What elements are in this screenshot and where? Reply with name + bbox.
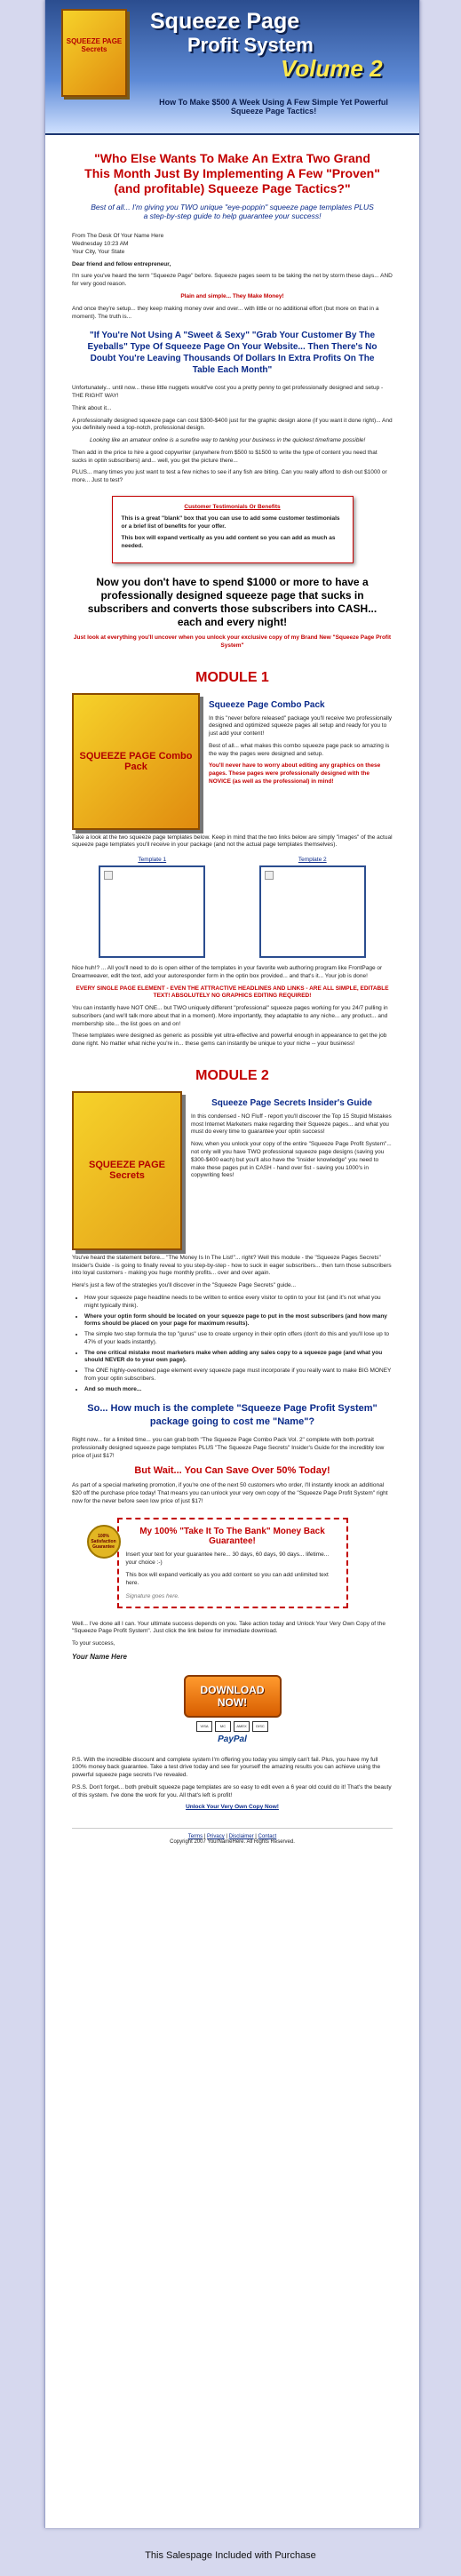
template-previews xyxy=(72,857,393,958)
module1-text: Take a look at the two squeeze page templates below. Keep in mind that the two links below are simply "images" of the actual squeeze page templates you'll receive in your package (and not the actual page templates themselves). xyxy=(72,833,393,849)
letter-greeting: Dear friend and fellow entrepreneur, xyxy=(72,260,171,267)
page-caption: This Salespage Included with Purchase xyxy=(145,2550,316,2561)
module1-text: Nice huh!? ... All you'll need to do is open either of the templates in your favorite web authoring program like FrontPage or Dreamweaver, edit the text, add your autoresponder form in the optin box provided... and that's it... Your job is done! xyxy=(72,965,383,979)
module2-text: In this condensed - NO Fluff - report you'll discover the Top 15 Stupid Mistakes most Internet Marketers make regarding their Squeeze pages... and what you must do every time to guarantee your optin success! xyxy=(191,1113,392,1136)
footer-link-terms[interactable]: Terms xyxy=(187,1834,203,1840)
paypal-logo: PayPal xyxy=(218,1734,247,1744)
buy-area xyxy=(184,1675,282,1744)
module1-text: In this "never before released" package you'll receive two professionally designed and optimized squeeze pages all setup and ready for you to just add your content! xyxy=(209,714,393,738)
letter-from: From The Desk Of Your Name Here Wednesday 10:23 AM Your City, Your State xyxy=(72,233,164,255)
list-item: • The one critical mistake most marketers make when adding any sales copy to a squeeze page (and what you should NEVER do to your own page). xyxy=(84,1350,393,1366)
module1-text: You'll never have to worry about editing any graphics on these pages. These pages were professionally designed with the NOVICE (as well as the professional) in mind! xyxy=(209,762,381,785)
module2-text: Now, when you unlock your copy of the entire "Squeeze Page Profit System"... not only will you have TWO professional squeeze page designs (saving you $300-$400 each) but you'll also have the "insider knowledge" you need to make these pages put in CASH - hand over fist - saving you 1000's in copywriting fees! xyxy=(191,1141,392,1179)
module2-title: Squeeze Page Secrets Insider's Guide xyxy=(211,1097,372,1108)
price-text: Right now... for a limited time... you can grab both "The Squeeze Page Combo Pack Vol. 2" complete with both portrait professionally designed squeeze page templates PLUS "The Squeeze Page Secrets" Insider's Guide for the incredibly low price of just $17! xyxy=(72,1437,385,1459)
body-paragraph: Then add in the price to hire a good copywriter (anywhere from $500 to $1500 to write the type of content you need that sucks in optin subscribers) and... well, you get the picture there... xyxy=(72,449,378,464)
mastercard-icon: MC xyxy=(215,1721,231,1732)
main-headline: "Who Else Wants To Make An Extra Two Grand This Month Just By Implementing A Few "Proven" (and profitable) Squeeze Page Tactics?" xyxy=(84,151,380,195)
testimonials-text: This is a great "blank" box that you can use to add some customer testimonials or a brief list of benefits for your offer. xyxy=(121,514,340,530)
body-paragraph: Think about it... xyxy=(72,404,112,411)
product-box-image: SQUEEZE PAGE Secrets xyxy=(61,9,127,97)
salespage-sheet xyxy=(44,0,420,2528)
footer-link-privacy[interactable]: Privacy xyxy=(207,1834,225,1840)
save-callout: But Wait... You Can Save Over 50% Today! xyxy=(134,1465,330,1477)
header-title-line1: Squeeze Page xyxy=(150,9,300,34)
template-1-image[interactable] xyxy=(99,865,205,958)
footer: Terms | Privacy | Disclaimer | Contact Copyright 2007 YourNameHere. All Rights Reserved. xyxy=(72,1828,393,1845)
module1-row xyxy=(72,693,393,830)
ps-text: P.S. With the incredible discount and complete system I'm offering you today you simply can't fail. Plus, you have my full 100% money back guarantee. Take a test drive today and see for yourself the amazing results you can achieve using the powerful squeeze page secrets I've revealed. xyxy=(72,1756,381,1779)
header-tagline: How To Make $500 A Week Using A Few Simple Yet Powerful Squeeze Page Tactics! xyxy=(159,98,388,116)
module2-label: MODULE 2 xyxy=(195,1067,269,1083)
combo-pack-product-image: SQUEEZE PAGE Combo Pack xyxy=(72,693,200,830)
module2-text: Here's just a few of the strategies you'll discover in the "Squeeze Page Secrets" guide... xyxy=(72,1282,297,1289)
body-paragraph: Unfortunately... until now... these little nuggets would've cost you a pretty penny to get professionally designed and setup - THE RIGHT WAY! xyxy=(72,385,384,400)
sub-headline: Best of all... I'm giving you TWO unique "eye-poppin" squeeze page templates PLUS a step-by-step guide to help guarantee your success! xyxy=(91,203,374,221)
guarantee-text: This box will expand vertically as you add content so you can add unlimited text here. xyxy=(125,1572,329,1586)
template-2-preview[interactable] xyxy=(259,857,366,958)
closing-name: Your Name Here xyxy=(72,1652,127,1661)
module2-text: You've heard the statement before... "The Money Is In The List!"... right? Well this module - the "Squeeze Pages Secrets" Insider's Guide - is going to finally reveal to you step-by-step - how to suck in eager subscribers... then turn those subscribers into loyal customers - making you huge monthly profits... over and over again. xyxy=(72,1254,392,1277)
guarantee-signature: Signature goes here. xyxy=(125,1592,179,1599)
guarantee-text: Insert your text for your guarantee here... 30 days, 60 days, 90 days... lifetime... your choice :-) xyxy=(125,1551,330,1567)
pps-text: P.S.S. Don't forget... both prebuilt squeeze page templates are so easy to edit even a 6 year old could do it! That's the beauty of this system. I've done the work for you. All that's left is profit! xyxy=(72,1783,392,1798)
body-paragraph-italic: Looking like an amateur online is a surefire way to tanking your business in the quickest timeframe possible! xyxy=(90,437,366,444)
list-item: • The simple two step formula the top "gurus" use to create urgency in their optin offers (don't do this and you'll lose up to 47% of your leads instantly). xyxy=(84,1331,393,1347)
module1-title: Squeeze Page Combo Pack xyxy=(209,699,325,710)
visa-icon: VISA xyxy=(196,1721,212,1732)
footer-link-contact[interactable]: Contact xyxy=(258,1834,277,1840)
discover-icon: DISC xyxy=(252,1721,268,1732)
letter-paragraph: And once they're setup... they keep making money over and over... with little or no additional effort (but more on that in a moment). The truth is... xyxy=(72,305,379,320)
list-item: • How your squeeze page headline needs to be written to entice every visitor to optin to your list (and it's not what you might typically think). xyxy=(84,1295,393,1311)
letter-paragraph: I'm sure you've heard the term "Squeeze Page" before. Squeeze pages seem to be taking the net by storm these days... AND for very good reason. xyxy=(72,273,393,288)
closing-text: Well... I've done all I can. Your ultimate success depends on you. Take action today and Unlock Your Very Own Copy of the "Squeeze Page Profit System". Just click the link below for immediate download. xyxy=(72,1620,385,1635)
price-text: As part of a special marketing promotion, if you're one of the next 50 customers who order, I'll instantly knock an additional $20 off the purchase price today! That means you can unlock your very own copy of the "Squeeze Page Profit System" right now for the never before seen low price of just $17! xyxy=(72,1482,388,1504)
testimonials-title: Customer Testimonials Or Benefits xyxy=(184,503,281,510)
module1-callout: EVERY SINGLE PAGE ELEMENT - EVEN THE ATTRACTIVE HEADLINES AND LINKS - ARE ALL SIMPLE, EDITABLE TEXT! ABSOLUTELY NO GRAPHICS EDITING REQUIRED! xyxy=(76,985,389,1000)
unlock-copy-link[interactable]: Unlock Your Very Own Copy Now! xyxy=(186,1804,279,1811)
list-item: • Where your optin form should be located on your squeeze page to put in the most subscribers (and how many forms should be placed on your page for maximum results). xyxy=(84,1313,393,1329)
hook-headline: "If You're Not Using A "Sweet & Sexy" "Grab Your Customer By The Eyeballs" Type Of Squeeze Page On Your Website... Then There's No Doubt You're Leaving Thousands Of Dollars In Extra Profits On The Table Each Month" xyxy=(87,331,378,376)
module1-text: Best of all... what makes this combo squeeze page pack so amazing is the way the pages were designed and setup. xyxy=(209,742,390,757)
plain-simple-callout: Plain and simple... They Make Money! xyxy=(180,292,284,299)
download-now-button[interactable]: DOWNLOAD NOW! xyxy=(184,1675,282,1718)
body-paragraph: PLUS... many times you just want to test a few niches to see if any fish are biting. Can you really afford to dish out $1000 or more... Just to test? xyxy=(72,469,387,484)
payment-cards xyxy=(184,1721,282,1732)
body-paragraph: A professionally designed squeeze page can cost $300-$400 just for the graphic design alone (if you want it done right)... And you definitely need a top-notch, professional design. xyxy=(72,417,393,432)
module1-text: These templates were designed as generic as possible yet ultra-effective and powerful enough in appearance to get the job done right. No matter what niche you're in... these gems can instantly be unique to your niche -- your business! xyxy=(72,1033,387,1048)
module2-row xyxy=(72,1091,393,1250)
price-headline: So... How much is the complete "Squeeze Page Profit System" package going to cost me "Name"? xyxy=(87,1403,378,1427)
transition-sub: Just look at everything you'll uncover when you unlock your exclusive copy of my Brand New "Squeeze Page Profit System" xyxy=(73,634,392,649)
secrets-guide-product-image: SQUEEZE PAGE Secrets xyxy=(72,1091,182,1250)
guarantee-box xyxy=(91,1518,348,1607)
amex-icon: AMEX xyxy=(234,1721,250,1732)
template-1-preview[interactable] xyxy=(99,857,205,958)
template-2-image[interactable] xyxy=(259,865,366,958)
list-item: • The ONE highly-overlooked page element every squeeze page must incorporate if you really want to make BIG MONEY from your optin subscribers. xyxy=(84,1368,393,1384)
template-2-link[interactable]: Template 2 xyxy=(298,857,327,864)
header-banner xyxy=(45,0,419,135)
guarantee-title: My 100% "Take It To The Bank" Money Back Guarantee! xyxy=(139,1527,325,1547)
header-title-line3: Volume 2 xyxy=(281,55,383,82)
copyright: Copyright 2007 YourNameHere. All Rights Reserved. xyxy=(170,1839,295,1846)
testimonials-box xyxy=(112,496,354,563)
transition-headline: Now you don't have to spend $1000 or more to have a professionally designed squeeze page that sucks in subscribers and converts those subscribers into CASH... each and every night! xyxy=(87,576,378,628)
module1-text: You can instantly have NOT ONE... but TWO uniquely different "professional" squeeze pages working for you 24/7 pulling in subscribers (and we'll talk more about that in a moment). More importantly, they adaptable to any niche... any product... and membership site... the list goes on and on! xyxy=(72,1005,388,1027)
list-item: • And so much more... xyxy=(84,1386,393,1394)
testimonials-text: This box will expand vertically as you add content so you can add as much as needed. xyxy=(121,535,336,550)
template-1-link[interactable]: Template 1 xyxy=(138,857,167,864)
satisfaction-seal-icon: 100% Satisfaction Guarantee xyxy=(87,1525,121,1559)
closing-sign: To your success, xyxy=(72,1640,115,1647)
footer-link-disclaimer[interactable]: Disclaimer xyxy=(228,1834,254,1840)
header-title-line2: Profit System xyxy=(187,34,314,56)
strategy-list xyxy=(84,1295,393,1393)
module1-label: MODULE 1 xyxy=(195,669,269,685)
